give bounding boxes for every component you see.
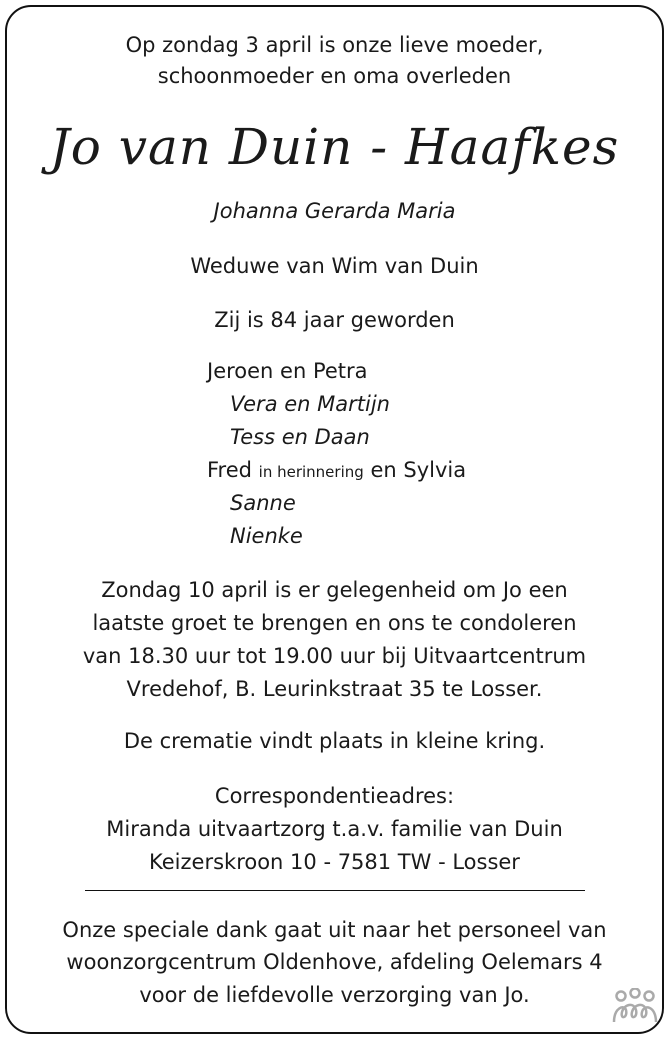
in-memoriam-note: in herinnering: [258, 463, 364, 481]
family-line: Tess en Daan: [230, 425, 370, 449]
family-line: Sanne: [230, 491, 296, 515]
address-line: Miranda uitvaartzorg t.a.v. familie van Duin: [106, 817, 563, 841]
family-line: Jeroen en Petra: [207, 359, 368, 383]
widow-line: Weduwe van Wim van Duin: [190, 254, 479, 278]
address-line: Keizerskroon 10 - 7581 TW - Losser: [149, 850, 520, 874]
family-line: Vera en Martijn: [230, 392, 390, 416]
visit-line: Zondag 10 april is er gelegenheid om Jo een: [101, 578, 568, 602]
age-line: Zij is 84 jaar geworden: [214, 308, 455, 332]
full-name: Johanna Gerarda Maria: [213, 199, 456, 223]
family-line: Nienke: [230, 524, 303, 548]
address-line: Correspondentieadres:: [214, 784, 455, 808]
cremation-line: De crematie vindt plaats in kleine kring.: [123, 729, 546, 753]
deceased-name: Jo van Duin - Haafkes: [49, 118, 620, 176]
intro-line-1: Op zondag 3 april is onze lieve moeder,: [125, 33, 544, 57]
family-line: [207, 457, 466, 485]
visit-line: laatste groet te brengen en ons te condoleren: [92, 611, 577, 635]
thanks-line: voor de liefdevolle verzorging van Jo.: [139, 983, 530, 1007]
people-group-icon: [612, 988, 658, 1024]
family-name: Fred: [207, 458, 259, 482]
intro-line-2: schoonmoeder en oma overleden: [157, 64, 512, 88]
visit-line: van 18.30 uur tot 19.00 uur bij Uitvaartcentrum: [82, 644, 587, 668]
divider: [85, 890, 585, 891]
thanks-line: woonzorgcentrum Oldenhove, afdeling Oelemars 4: [66, 950, 603, 974]
family-name: en Sylvia: [363, 458, 467, 482]
visit-line: Vredehof, B. Leurinkstraat 35 te Losser.: [126, 677, 543, 701]
thanks-line: Onze speciale dank gaat uit naar het personeel van: [62, 918, 607, 942]
